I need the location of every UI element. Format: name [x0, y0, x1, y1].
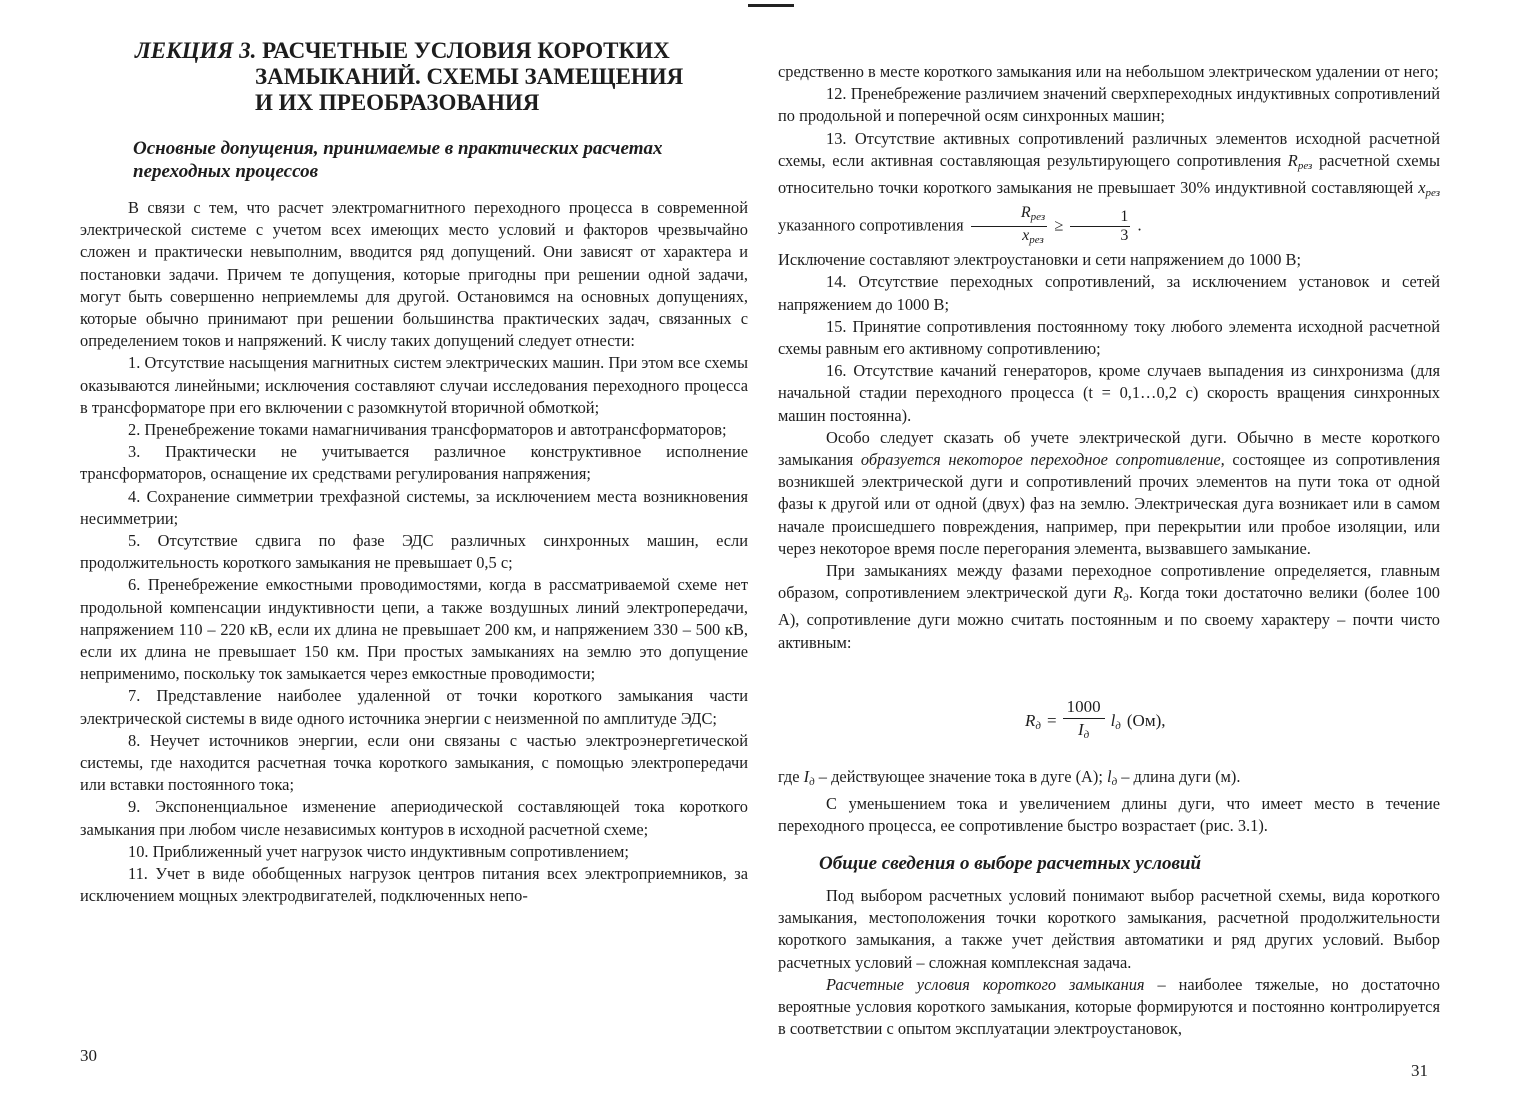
assumption-item: 9. Экспоненциальное изменение апериодической составляющей тока короткого замыкания при любом числе независимых контуров в исходной расчетной схеме; — [80, 797, 748, 839]
assumption-item-14: 14. Отсутствие переходных сопротивлений, за исключением установок и сетей напряжением до 1000 В; — [778, 272, 1440, 314]
section-heading-conditions: Общие сведения о выборе расчетных условий — [819, 853, 1202, 874]
assumption-item-16: 16. Отсутствие качаний генераторов, кроме случаев выпадения из синхронизма (для начальной стадии переходного процесса (t = 0,1…0,2 с) скорость вращения синхронных машин постоянна). — [778, 361, 1440, 425]
right-body-text-2 — [778, 766, 1440, 838]
assumption-item: 7. Представление наиболее удаленной от точки короткого замыкания части электрической системы в виде одного источника энергии с неизменной по амплитуде ЭДС; — [80, 686, 748, 728]
exception-note: Исключение составляют электроустановки и сети напряжением до 1000 В; — [778, 250, 1302, 270]
assumption-item-12: 12. Пренебрежение различием значений сверхпереходных индуктивных сопротивлений по продольной и поперечной осям синхронных машин; — [778, 84, 1440, 126]
heading-line-2: переходных процессов — [133, 161, 319, 182]
assumption-item: 2. Пренебрежение токами намагничивания трансформаторов и автотрансформаторов; — [128, 420, 727, 440]
ratio-fraction: $\frac{R_{рез}}{x_{рез}}$ — [971, 204, 1047, 249]
phase-fault-paragraph: При замыканиях между фазами переходное сопротивление определяется, главным образом, сопротивлением электрической дуги $R_д$. Когда токи достаточно велики (более 100 А), сопротивление дуги можно считать постоянным и по своему характеру – почти чисто активным: — [778, 561, 1440, 652]
calc-conditions-paragraph: Расчетные условия короткого замыкания – наиболее тяжелые, но достаточно вероятные условия короткого замыкания, которые формируются и постоянно контролируется в соответствии с опытом эксплуатации электроустановок, — [778, 974, 1440, 1039]
assumption-item: 8. Неучет источников энергии, если они связаны с частью электроэнергетической системы, где находится расчетная точка короткого замыкания, с помощью электропередачи или вставки постоянного тока; — [80, 730, 748, 795]
page-number-left: 30 — [80, 1046, 97, 1065]
arc-resistance-formula: $R_д$ = $\frac{1000}{I_д}$ $l_д$ (Ом), — [1025, 696, 1165, 746]
assumption-item: 10. Приближенный учет нагрузок чисто индуктивным сопротивлением; — [128, 841, 629, 861]
formula-length: $l_д$ — [1110, 710, 1121, 732]
page-number-right: 31 — [1411, 1061, 1428, 1080]
x-res-symbol: $x_{рез}$ — [1418, 178, 1440, 200]
one-third-fraction: $\frac{1}{3}$ — [1070, 208, 1130, 245]
right-body-text — [778, 61, 1440, 654]
title-line-3: И ИХ ПРЕОБРАЗОВАНИЯ — [255, 90, 540, 115]
r-arc-symbol: $R_д$ — [1113, 583, 1129, 605]
assumption-item: 4. Сохранение симметрии трехфазной системы, за исключением места возникновения несимметрии; — [80, 486, 748, 528]
arc-paragraph: Особо следует сказать об учете электрической дуги. Обычно в месте короткого замыкания образуется некоторое переходное сопротивление, состоящее из сопротивления возникшей электрической дуги и сопротивлений прочих элементов на пути тока от одной фазы к другой или от одной (двух) фаз на землю. Электрическая дуга возникает или в самом начале происшедшего повреждения, например, при перекрытии или пробое изоляции, или через некоторое время после перегорания элемента, вызвавшего замыкание. — [778, 427, 1440, 558]
where-paragraph: где $I_д$ – действующее значение тока в дуге (А); $l_д$ – длина дуги (м). — [778, 767, 1241, 788]
right-body-text-3 — [778, 885, 1440, 1040]
title-line-2: ЗАМЫКАНИЙ. СХЕМЫ ЗАМЕЩЕНИЯ — [255, 64, 684, 89]
section-heading-assumptions — [133, 137, 733, 183]
intro-paragraph: В связи с тем, что расчет электромагнитного переходного процесса в современной электрической системе с учетом всех имеющих место условий и факторов чрезвычайно сложен и практически невыполним, вводится ряд допущений. Они зависят от характера и постановки задачи. Причем те допущения, которые пригодны при решении одной задачи, могут быть совершенно неприемлемы для другой. Остановимся на основных допущениях, которые обычно принимают при решении большинства практических задач, связанных с определением токов и напряжений. К числу таких допущений следует отнести: — [80, 198, 748, 351]
assumption-item-15: 15. Принятие сопротивления постоянному току любого элемента исходной расчетной схемы равным его активному сопротивлению; — [778, 316, 1440, 359]
geq-sign: ≥ — [1054, 215, 1064, 235]
title-line-1: РАСЧЕТНЫЕ УСЛОВИЯ КОРОТКИХ — [262, 38, 670, 63]
formula-unit: (Ом), — [1126, 711, 1166, 730]
continued-paragraph: средственно в месте короткого замыкания или на небольшом электрическом удалении от него; — [778, 62, 1439, 81]
lecture-title — [135, 38, 735, 116]
lecture-number: ЛЕКЦИЯ 3. — [135, 38, 257, 63]
choice-paragraph: Под выбором расчетных условий понимают выбор расчетной схемы, вида короткого замыкания, местоположения точки короткого замыкания, расчетной продолжительности короткого замыкания, а также учет действия автоматики и ряд других условий. Выбор расчетных условий – сложная комплексная задача. — [778, 886, 1440, 972]
decrease-paragraph: С уменьшением тока и увеличением длины дуги, что имеет место в течение переходного процесса, ее сопротивление быстро возрастает (рис. 3.1). — [778, 794, 1440, 836]
assumption-item: 6. Пренебрежение емкостными проводимостями, когда в рассматриваемой схеме нет продольной компенсации индуктивности цепи, а также воздушных линий электропередачи, напряжением 110 – 220 кВ, если их длина не превышает 200 км, и напряжением 330 – 500 кВ, если их длина не превышает 150 км. При простых замыканиях на землю это допущение неприменимо, поскольку ток замыкается через емкостные проводимости; — [80, 575, 748, 684]
formula-fraction: $\frac{1000}{I_д}$ — [1063, 696, 1105, 746]
assumption-item: 11. Учет в виде обобщенных нагрузок центров питания всех электроприемников, за исключением мощных электродвигателей, подключенных непо- — [80, 864, 748, 906]
top-edge-mark — [748, 4, 794, 7]
assumption-item: 1. Отсутствие насыщения магнитных систем электрических машин. При этом все схемы оказываются линейными; исключения составляют случаи исследования переходного процесса в трансформаторе при его включении с разомкнутой вторичной обмоткой; — [80, 353, 748, 417]
r-res-symbol: $R_{рез}$ — [1287, 150, 1313, 172]
assumption-item: 3. Практически не учитывается различное конструктивное исполнение трансформаторов, оснащение их средствами регулирования напряжения; — [80, 442, 748, 484]
formula-lhs: $R_д$ — [1025, 710, 1041, 732]
left-body-text — [80, 197, 748, 908]
heading-line-1: Основные допущения, принимаемые в практических расчетах — [133, 138, 663, 159]
assumption-item-13: 13. Отсутствие активных сопротивлений различных элементов исходной расчетной схемы, если активная составляющая результирующего сопротивления $R_{рез}$ расчетной схемы относительно точки короткого замыкания не превышает 30% индуктивной составляющей $x_{рез}$ указанного сопротивления $\frac{R_{рез}}{x_{рез}}$ ≥ $\frac{1}{3}$ . — [778, 128, 1440, 250]
assumption-item: 5. Отсутствие сдвига по фазе ЭДС различных синхронных машин, если продолжительность короткого замыкания не превышает 0,5 с; — [80, 531, 748, 573]
